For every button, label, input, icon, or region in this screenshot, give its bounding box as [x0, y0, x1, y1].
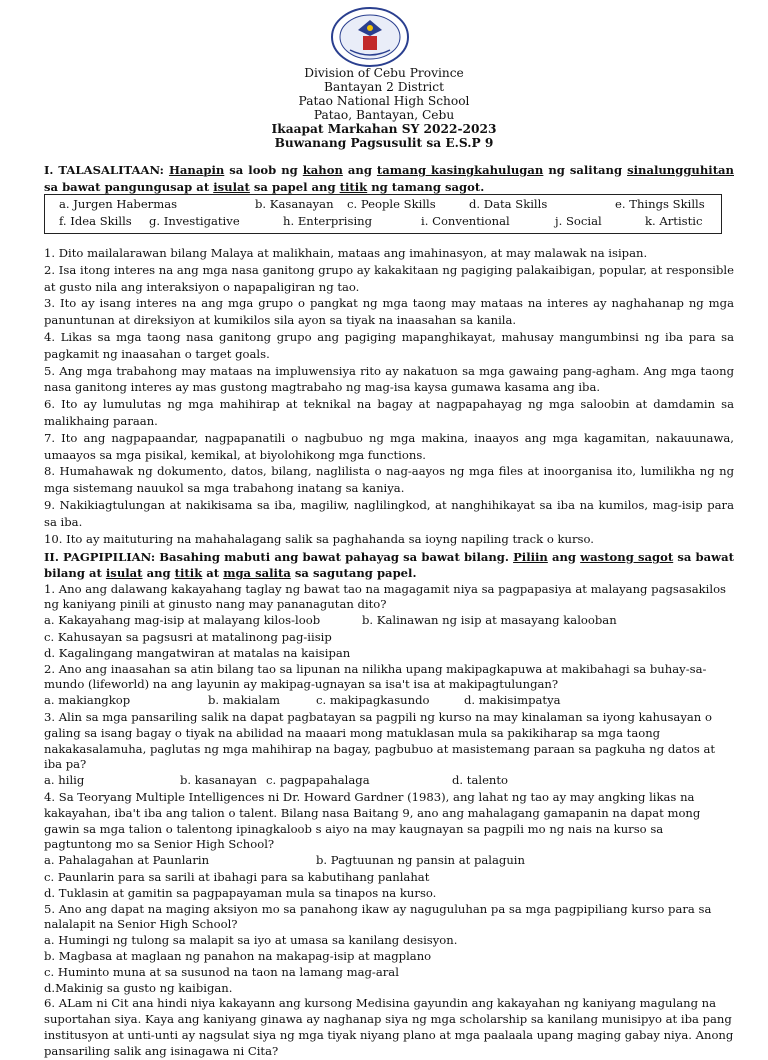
part1-instructions	[44, 162, 734, 196]
inst-text: sa bawat bilang at	[44, 550, 734, 580]
choice: g. Investigative	[149, 214, 240, 228]
options-row	[44, 613, 734, 630]
option: a. Humingi ng tulong sa malapit sa iyo at umasa sa kanilang desisyon.	[44, 933, 458, 948]
choice: a. Jurgen Habermas	[59, 197, 178, 211]
inst-text: ang	[142, 565, 175, 580]
inst-text: isulat	[105, 565, 143, 580]
option: c. Huminto muna at sa susunod na taon na lamang mag-aral	[44, 964, 399, 979]
question-item: 7. Ito ang nagpapaandar, nagpapanatili o nagbubuo ng mga makina, inaayos ang mga kagamitan, nakauunawa, umaayos sa mga pisikal, kemikal, at biyolohikong mga functions.	[44, 430, 734, 462]
inst-text: tamang kasingkahulugan	[376, 163, 544, 177]
choice: c. People Skills	[347, 197, 436, 211]
question-item: 5. Ano ang dapat na maging aksiyon mo sa panahong ikaw ay naguguluhan pa sa mga pagpipiliang kurso para sa nalalapit na Senior High School?	[44, 901, 712, 932]
option: b. makialam	[208, 693, 280, 708]
inst-text: mga salita	[223, 565, 291, 580]
question-item: 2. Ano ang inaasahan sa atin bilang tao sa lipunan na nilikha upang makipagkapuwa at makibahagi sa buhay-sa-mundo (lifeworld) na ang layunin ay makipag-ugnayan sa isa't isa at makipagtulungan?	[44, 661, 707, 692]
question-item: 1. Dito mailalarawan bilang Malaya at malikhain, mataas ang imahinasyon, at may malawak na isipan.	[44, 246, 648, 260]
choice: k. Artistic	[645, 214, 703, 228]
question-item: 6. Ito ay lumulutas ng mga mahihirap at teknikal na bagay at nagpapahayag ng mga saloobin at damdamin sa malikhaing paraan.	[44, 397, 734, 428]
inst-text: Basahing mabuti ang bawat pahayag sa bawat bilang.	[155, 550, 514, 564]
question-item: 4. Likas sa mga taong nasa ganitong grupo ang pagiging mapanghikayat, mahusay mangumbinsi ng iba para sa pagkamit ng inaasahan o target goals.	[44, 329, 734, 361]
choices-box	[44, 194, 722, 234]
option: d. makisimpatya	[464, 693, 561, 708]
choice: e. Things Skills	[615, 197, 705, 211]
question-item: 9. Nakikiagtulungan at nakikisama sa iba, magiliw, naglilingkod, at nanghihikayat sa iba na kumilos, mag-isip para sa iba.	[44, 497, 734, 529]
header-line: Patao, Bantayan, Cebu	[313, 108, 455, 122]
part2-label: II. PAGPIPILIAN:	[44, 550, 156, 564]
part2-instructions	[44, 550, 734, 582]
question-item: 8. Humahawak ng dokumento, datos, bilang, naglilista o nag-aayos ng mga files at inoorganisa ito, lumilikha ng ng mga sistemang nauukol sa mga trabahong inatang sa kaniya.	[44, 464, 734, 496]
option: c. Paunlarin para sa sarili at ibahagi para sa kabutihang panlahat	[44, 869, 430, 884]
option: b. Pagtuunan ng pansin at palaguin	[316, 853, 525, 868]
question-item: 5. Ang mga trabahong may mataas na impluwensiya rito ay nakatuon sa mga gawaing pang-agham. Ang mga taong nasa ganitong interes ay mas gustong magtrabaho ng mag-isa kaysa gumawa kasama ang iba.	[44, 363, 734, 395]
option: d.Makinig sa gusto ng kaibigan.	[44, 980, 233, 995]
option: c. Kahusayan sa pagsusri at matalinong pag-iisip	[44, 629, 332, 644]
question-item: 6. ALam ni Cit ana hindi niya kakayann ang kursong Medisina gayundin ang kakayahan ng kaniyang magulang na suportahan siya. Kaya ang kaniyang ginawa ay naghanap siya ng mga scholarship sa kanilang munisipyo at iba pang institusyon at unti-unti ay nagsulat siya ng mga tiyak niyang plano at mga paalaala upang maging gabay niya. Anong pansariling salik ang isinagawa ni Cita?	[44, 996, 734, 1058]
inst-text: isulat	[213, 179, 250, 194]
choice: j. Social	[555, 214, 602, 228]
school-header	[0, 66, 768, 150]
choice: d. Data Skills	[469, 197, 548, 211]
options-row	[44, 853, 734, 870]
options-row	[44, 693, 734, 710]
header-line: Bantayan 2 District	[323, 80, 444, 94]
choice: h. Enterprising	[283, 214, 373, 228]
inst-text: sinalungguhitan	[627, 163, 734, 177]
question-item: 4. Sa Teoryang Multiple Intelligences ni Dr. Howard Gardner (1983), ang lahat ng tao ay may angking likas na kakayahan, iba't iba ang talion o talent. Bilang nasa Baitang 9, ano ang mahalagang gamapanin na dapat mong gawin sa mga talion o talentong ipinagkaloob s aiyo na may kaugnayan sa pagpili mo ng nais na kurso sa pagtuntong mo sa Senior High School?	[44, 789, 701, 852]
question-item: 3. Ito ay isang interes na ang mga grupo o pangkat ng mga taong may mataas na interes ay naghahanap ng mga panuntunan at direksiyon at kumikilos sila ayon sa tiyak na inaasahan sa kanila.	[44, 296, 734, 328]
choice: f. Idea Skills	[59, 214, 132, 228]
inst-text: sa bawat pangungusap at	[44, 179, 214, 194]
option: a. hilig	[44, 773, 85, 788]
inst-text: Piliin	[513, 550, 548, 564]
part1-items	[44, 245, 734, 547]
option: a. Kakayahang mag-isip at malayang kilos-loob	[44, 613, 321, 628]
option: c. pagpapahalaga	[266, 773, 370, 788]
inst-text: kahon	[302, 163, 343, 177]
choice: b. Kasanayan	[255, 197, 334, 211]
inst-text: titik	[174, 565, 203, 580]
question-item: 10. Ito ay maituturing na mahahalagang salik sa paghahanda sa ioyng napiling track o kurso.	[44, 531, 594, 546]
option: b. kasanayan	[180, 773, 257, 788]
question-item: 3. Alin sa mga pansariling salik na dapat pagbatayan sa pagpili ng kurso na may kinalaman sa iyong kahusayan o galing sa isang bagay o tiyak na abilidad na maaari mong matuklasan mula sa pakikiharap sa mga taong nakakasalamuha, paglutas ng mga mahihirap na bagay, pagbubuo at masistemang paraan sa pagkuha ng datos at iba pa?	[44, 709, 716, 772]
inst-text: at	[202, 565, 224, 580]
header-line: Patao National High School	[298, 94, 470, 108]
inst-text: ang	[342, 163, 377, 177]
choice: i. Conventional	[421, 214, 510, 228]
header-line: Division of Cebu Province	[304, 66, 464, 80]
option: b. Kalinawan ng isip at masayang kalooban	[362, 613, 617, 628]
exam-quarter-title: Ikaapat Markahan SY 2022-2023	[271, 122, 497, 136]
part2	[44, 550, 734, 1060]
question-item: 1. Ano ang dalawang kakayahang taglay ng bawat tao na magagamit niya sa pagpapasiya at malayang pagsasakilos ng kaniyang pinili at ginusto nang may pananagutan dito?	[44, 581, 727, 612]
option: a. makiangkop	[44, 693, 131, 708]
inst-text: ng tamang sagot.	[367, 179, 485, 194]
option: a. Pahalagahan at Paunlarin	[44, 853, 210, 868]
option: b. Magbasa at maglaan ng panahon na makapag-isip at magplano	[44, 948, 432, 963]
option: d. Tuklasin at gamitin sa pagpapayaman mula sa tinapos na kurso.	[44, 885, 437, 900]
inst-text: wastong sagot	[580, 550, 674, 564]
option: d. talento	[452, 773, 509, 788]
deped-seal-icon	[330, 6, 410, 68]
option: d. Kagalingang mangatwiran at matalas na kaisipan	[44, 645, 351, 660]
inst-text: ang	[547, 550, 581, 564]
inst-text: sa loob ng	[224, 163, 303, 177]
part1-label: I. TALASALITAAN:	[44, 163, 164, 177]
inst-text: sa papel ang	[249, 179, 340, 194]
inst-text: ng salitang	[543, 163, 628, 177]
option: c. makipagkasundo	[316, 693, 430, 708]
inst-text: Hanapin	[168, 163, 225, 177]
options-row	[44, 773, 734, 790]
inst-text: sa sagutang papel.	[290, 565, 417, 580]
question-item: 2. Isa itong interes na ang mga nasa ganitong grupo ay kakakitaan ng pagiging palakaibigan, popular, at responsible at gusto nila ang interaksiyon o napapaligiran ng tao.	[44, 262, 734, 294]
exam-subject-title: Buwanang Pagsusulit sa E.S.P 9	[274, 136, 494, 150]
inst-text: titik	[339, 179, 368, 194]
